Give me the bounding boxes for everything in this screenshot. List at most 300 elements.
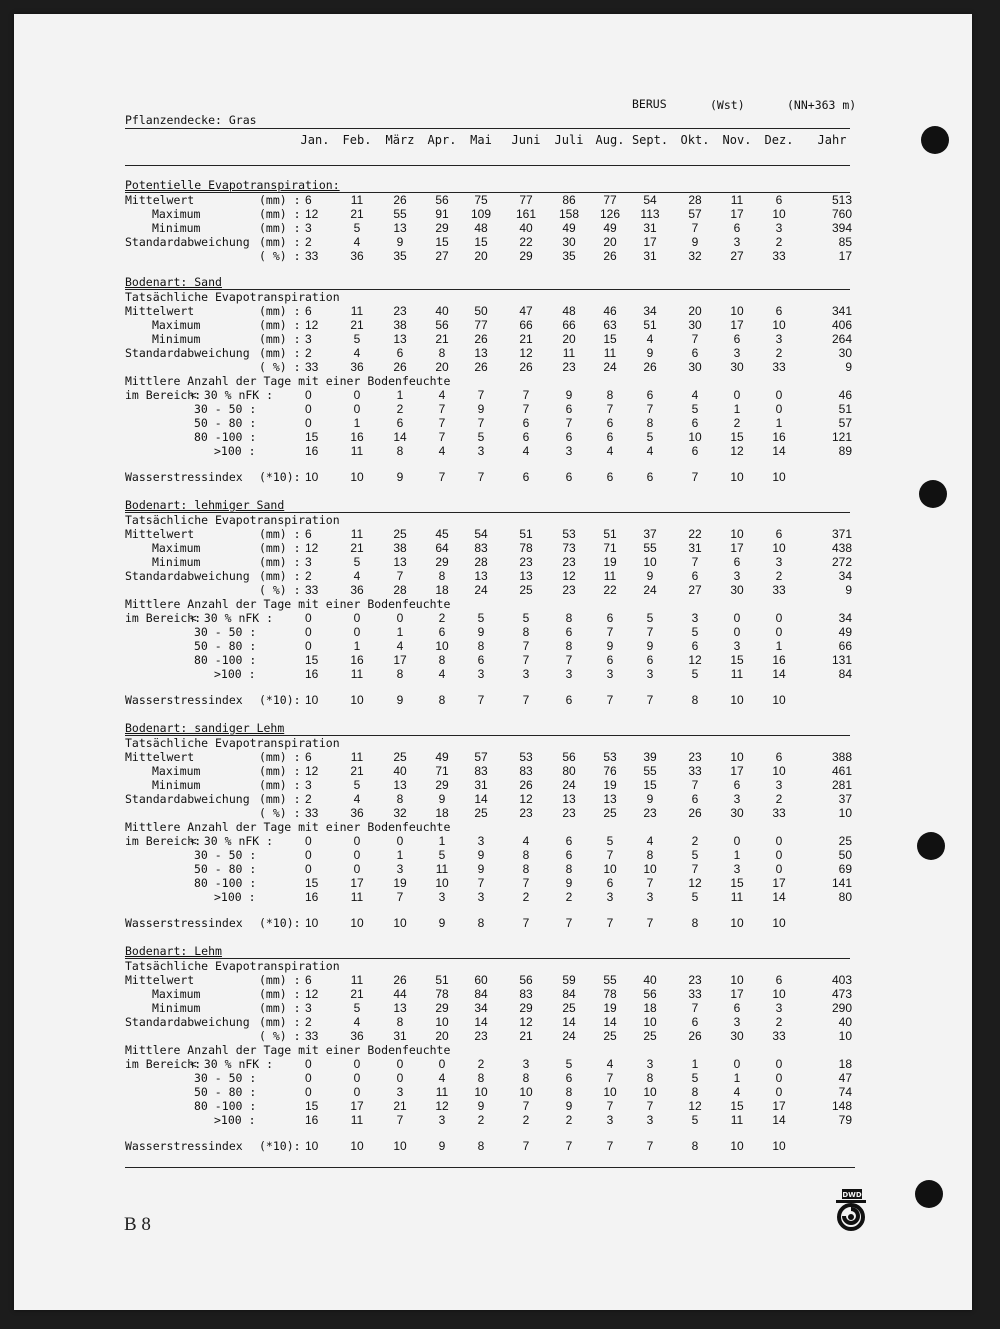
row-unit: (mm) : <box>259 332 301 346</box>
value-cell: 13 <box>393 1001 407 1015</box>
value-cell: 264 <box>831 332 852 346</box>
value-cell: 6 <box>691 444 699 458</box>
value-cell: 6 <box>775 750 783 764</box>
value-cell: 56 <box>435 318 449 332</box>
value-cell: 0 <box>353 1085 361 1099</box>
moisture-row <box>0 890 1000 904</box>
value-cell: 15 <box>305 430 319 444</box>
value-cell: 4 <box>353 569 361 583</box>
row-label: Mittelwert <box>125 973 195 987</box>
value-cell: 57 <box>688 207 702 221</box>
row-unit: (mm) : <box>259 221 301 235</box>
range-prefix: im Bereich: <box>125 388 202 402</box>
stress-cell: 8 <box>438 693 446 707</box>
column-header-12: Dez. <box>764 133 794 147</box>
value-cell: 1 <box>775 416 783 430</box>
value-cell: 39 <box>643 750 657 764</box>
value-cell: 5 <box>353 332 361 346</box>
et-row <box>0 221 1000 235</box>
value-cell: 32 <box>393 806 407 820</box>
value-cell: 79 <box>838 1113 852 1127</box>
value-cell: 4 <box>438 388 446 402</box>
value-cell: 0 <box>353 388 361 402</box>
value-cell: 18 <box>435 806 449 820</box>
value-cell: 31 <box>688 541 702 555</box>
value-cell: 27 <box>435 249 449 263</box>
value-cell: 0 <box>353 1057 361 1071</box>
value-cell: 3 <box>305 1001 312 1015</box>
value-cell: 6 <box>691 1015 699 1029</box>
value-cell: 27 <box>730 249 744 263</box>
moisture-row <box>0 625 1000 639</box>
value-cell: 13 <box>393 332 407 346</box>
moisture-row <box>0 1057 1000 1071</box>
value-cell: 403 <box>831 973 852 987</box>
value-cell: 2 <box>691 834 699 848</box>
value-cell: 9 <box>565 876 573 890</box>
value-cell: 29 <box>435 778 449 792</box>
value-cell: 9 <box>845 583 852 597</box>
value-cell: 6 <box>606 876 614 890</box>
value-cell: 1 <box>396 848 404 862</box>
stress-row <box>0 693 1000 707</box>
value-cell: 17 <box>730 764 744 778</box>
value-cell: 83 <box>474 541 488 555</box>
value-cell: 0 <box>305 611 312 625</box>
value-cell: 12 <box>305 541 319 555</box>
value-cell: 26 <box>393 193 407 207</box>
value-cell: 6 <box>565 834 573 848</box>
value-cell: 71 <box>435 764 449 778</box>
row-label: Mittelwert <box>125 193 195 207</box>
value-cell: 394 <box>831 221 852 235</box>
stress-cell: 6 <box>565 693 573 707</box>
station-type: (Wst) <box>710 98 745 112</box>
value-cell: 6 <box>396 346 404 360</box>
value-cell: 8 <box>522 848 530 862</box>
value-cell: 36 <box>350 249 364 263</box>
value-cell: 64 <box>435 541 449 555</box>
value-cell: 9 <box>646 569 654 583</box>
value-cell: 7 <box>522 388 530 402</box>
value-cell: 86 <box>562 193 576 207</box>
stress-cell: 8 <box>691 693 699 707</box>
value-cell: 5 <box>353 778 361 792</box>
value-cell: 23 <box>688 973 702 987</box>
value-cell: 10 <box>435 1015 449 1029</box>
value-cell: 281 <box>831 778 852 792</box>
row-unit: (mm) : <box>259 792 301 806</box>
value-cell: 10 <box>643 1085 657 1099</box>
punch-hole <box>919 480 947 508</box>
value-cell: 20 <box>603 235 617 249</box>
value-cell: 54 <box>474 527 488 541</box>
value-cell: 0 <box>353 611 361 625</box>
value-cell: 461 <box>831 764 852 778</box>
range-label: 80 -100 : <box>194 1099 257 1113</box>
value-cell: 26 <box>643 360 657 374</box>
stress-cell: 9 <box>396 470 404 484</box>
value-cell: 6 <box>691 416 699 430</box>
value-cell: 13 <box>562 792 576 806</box>
value-cell: 9 <box>477 1099 485 1113</box>
value-cell: 0 <box>775 848 783 862</box>
value-cell: 9 <box>477 625 485 639</box>
value-cell: 33 <box>772 249 786 263</box>
value-cell: 8 <box>646 1071 654 1085</box>
value-cell: 21 <box>350 764 364 778</box>
range-label: 50 - 80 : <box>194 639 257 653</box>
value-cell: 7 <box>396 1113 404 1127</box>
value-cell: 8 <box>438 569 446 583</box>
value-cell: 8 <box>565 611 573 625</box>
value-cell: 40 <box>838 1015 852 1029</box>
header-rule-bottom <box>125 165 850 166</box>
value-cell: 15 <box>603 332 617 346</box>
value-cell: 16 <box>305 444 319 458</box>
value-cell: 19 <box>603 1001 617 1015</box>
value-cell: 2 <box>733 416 741 430</box>
value-cell: 17 <box>350 1099 364 1113</box>
value-cell: 3 <box>565 667 573 681</box>
value-cell: 25 <box>603 1029 617 1043</box>
moisture-row <box>0 1099 1000 1113</box>
value-cell: 16 <box>772 653 786 667</box>
value-cell: 290 <box>831 1001 852 1015</box>
value-cell: 6 <box>606 416 614 430</box>
value-cell: 8 <box>396 444 404 458</box>
value-cell: 0 <box>353 1071 361 1085</box>
value-cell: 10 <box>519 1085 533 1099</box>
value-cell: 7 <box>646 625 654 639</box>
value-cell: 76 <box>603 764 617 778</box>
value-cell: 0 <box>775 402 783 416</box>
value-cell: 30 <box>838 346 852 360</box>
value-cell: 36 <box>350 806 364 820</box>
row-unit: (mm) : <box>259 235 301 249</box>
value-cell: 4 <box>353 346 361 360</box>
value-cell: 23 <box>562 555 576 569</box>
range-label: < 30 % nFK : <box>190 611 274 625</box>
value-cell: 0 <box>733 834 741 848</box>
value-cell: 3 <box>733 235 741 249</box>
value-cell: 10 <box>643 862 657 876</box>
value-cell: 0 <box>305 848 312 862</box>
value-cell: 0 <box>305 1085 312 1099</box>
value-cell: 10 <box>838 806 852 820</box>
value-cell: 34 <box>838 569 852 583</box>
value-cell: 2 <box>438 611 446 625</box>
et-row <box>0 346 1000 360</box>
moisture-row <box>0 1113 1000 1127</box>
value-cell: 21 <box>350 987 364 1001</box>
moisture-row <box>0 876 1000 890</box>
value-cell: 29 <box>519 1001 533 1015</box>
value-cell: 53 <box>519 750 533 764</box>
value-cell: 3 <box>477 667 485 681</box>
value-cell: 12 <box>519 1015 533 1029</box>
value-cell: 33 <box>305 806 319 820</box>
station-name: BERUS <box>632 97 667 111</box>
value-cell: 23 <box>562 583 576 597</box>
value-cell: 37 <box>838 792 852 806</box>
value-cell: 15 <box>435 235 449 249</box>
value-cell: 6 <box>305 193 312 207</box>
row-label: Minimum <box>152 332 201 346</box>
value-cell: 33 <box>305 583 319 597</box>
value-cell: 30 <box>688 360 702 374</box>
value-cell: 14 <box>393 430 407 444</box>
svg-text:DWD: DWD <box>842 1191 862 1199</box>
value-cell: 10 <box>730 750 744 764</box>
value-cell: 513 <box>831 193 852 207</box>
value-cell: 24 <box>562 1029 576 1043</box>
value-cell: 56 <box>519 973 533 987</box>
value-cell: 15 <box>305 876 319 890</box>
value-cell: 148 <box>831 1099 852 1113</box>
value-cell: 7 <box>691 1001 699 1015</box>
value-cell: 89 <box>838 444 852 458</box>
value-cell: 25 <box>519 583 533 597</box>
value-cell: 6 <box>565 430 573 444</box>
value-cell: 16 <box>305 1113 319 1127</box>
value-cell: 11 <box>730 890 744 904</box>
value-cell: 19 <box>603 778 617 792</box>
value-cell: 17 <box>838 249 852 263</box>
stress-cell: 8 <box>477 1139 485 1153</box>
value-cell: 59 <box>562 973 576 987</box>
value-cell: 33 <box>688 987 702 1001</box>
value-cell: 55 <box>603 973 617 987</box>
value-cell: 10 <box>474 1085 488 1099</box>
value-cell: 4 <box>438 444 446 458</box>
column-header-1: Jan. <box>300 133 330 147</box>
value-cell: 25 <box>393 750 407 764</box>
moisture-row <box>0 611 1000 625</box>
value-cell: 17 <box>393 653 407 667</box>
value-cell: 15 <box>730 430 744 444</box>
et-row <box>0 778 1000 792</box>
value-cell: 12 <box>688 1099 702 1113</box>
value-cell: 14 <box>603 1015 617 1029</box>
value-cell: 83 <box>519 987 533 1001</box>
row-label: Standardabweichung <box>125 569 250 583</box>
value-cell: 29 <box>435 1001 449 1015</box>
value-cell: 37 <box>643 527 657 541</box>
stress-cell: 10 <box>305 693 319 707</box>
value-cell: 25 <box>474 806 488 820</box>
stress-cell: 10 <box>350 693 364 707</box>
value-cell: 54 <box>643 193 657 207</box>
value-cell: 0 <box>733 1057 741 1071</box>
value-cell: 158 <box>558 207 580 221</box>
et-row <box>0 207 1000 221</box>
value-cell: 36 <box>350 583 364 597</box>
value-cell: 3 <box>438 890 446 904</box>
row-unit: (mm) : <box>259 764 301 778</box>
value-cell: 29 <box>435 221 449 235</box>
days-title: Mittlere Anzahl der Tage mit einer Bodenfeuchte <box>125 820 451 834</box>
value-cell: 12 <box>305 987 319 1001</box>
value-cell: 84 <box>838 667 852 681</box>
value-cell: 21 <box>435 332 449 346</box>
days-title: Mittlere Anzahl der Tage mit einer Bodenfeuchte <box>125 597 451 611</box>
value-cell: 1 <box>733 848 741 862</box>
value-cell: 1 <box>733 1071 741 1085</box>
actual-et-title: Tatsächliche Evapotranspiration <box>125 513 340 527</box>
value-cell: 6 <box>522 430 530 444</box>
et-row <box>0 764 1000 778</box>
column-header-4: Apr. <box>427 133 457 147</box>
value-cell: 51 <box>519 527 533 541</box>
value-cell: 3 <box>606 890 614 904</box>
stress-cell: 10 <box>305 916 319 930</box>
value-cell: 11 <box>350 444 364 458</box>
value-cell: 2 <box>477 1057 485 1071</box>
stress-label: Wasserstressindex <box>125 1139 243 1153</box>
stress-cell: 7 <box>606 916 614 930</box>
stress-cell: 10 <box>305 1139 319 1153</box>
et-row <box>0 541 1000 555</box>
row-label: Minimum <box>152 778 201 792</box>
value-cell: 20 <box>562 332 576 346</box>
range-label: 50 - 80 : <box>194 416 257 430</box>
stress-cell: 10 <box>730 916 744 930</box>
value-cell: 21 <box>519 332 533 346</box>
value-cell: 7 <box>438 402 446 416</box>
range-prefix: im Bereich: <box>125 1057 202 1071</box>
et-row <box>0 304 1000 318</box>
value-cell: 38 <box>393 541 407 555</box>
value-cell: 0 <box>733 388 741 402</box>
value-cell: 11 <box>562 346 576 360</box>
actual-et-title: Tatsächliche Evapotranspiration <box>125 959 340 973</box>
value-cell: 8 <box>565 862 573 876</box>
value-cell: 9 <box>691 235 699 249</box>
et-row <box>0 360 1000 374</box>
value-cell: 18 <box>435 583 449 597</box>
value-cell: 77 <box>474 318 488 332</box>
value-cell: 2 <box>522 1113 530 1127</box>
value-cell: 21 <box>350 541 364 555</box>
column-header-5: Mai <box>470 133 492 147</box>
value-cell: 24 <box>474 583 488 597</box>
value-cell: 2 <box>305 569 312 583</box>
value-cell: 9 <box>396 235 404 249</box>
dwd-logo <box>830 1187 872 1233</box>
range-label: < 30 % nFK : <box>190 834 274 848</box>
stress-cell: 9 <box>438 1139 446 1153</box>
value-cell: 20 <box>474 249 488 263</box>
value-cell: 23 <box>562 806 576 820</box>
stress-label: Wasserstressindex <box>125 470 243 484</box>
range-label: 30 - 50 : <box>194 625 257 639</box>
value-cell: 3 <box>305 332 312 346</box>
value-cell: 25 <box>603 806 617 820</box>
soil-section-title: Bodenart: lehmiger Sand <box>125 498 285 512</box>
value-cell: 6 <box>733 332 741 346</box>
value-cell: 2 <box>775 346 783 360</box>
value-cell: 13 <box>474 569 488 583</box>
value-cell: 10 <box>838 1029 852 1043</box>
value-cell: 30 <box>730 1029 744 1043</box>
value-cell: 10 <box>435 876 449 890</box>
value-cell: 13 <box>603 792 617 806</box>
value-cell: 6 <box>733 778 741 792</box>
value-cell: 9 <box>477 848 485 862</box>
value-cell: 3 <box>646 667 654 681</box>
range-prefix: im Bereich: <box>125 611 202 625</box>
moisture-row <box>0 639 1000 653</box>
value-cell: 78 <box>435 987 449 1001</box>
stress-cell: 8 <box>691 916 699 930</box>
value-cell: 13 <box>474 346 488 360</box>
value-cell: 83 <box>519 764 533 778</box>
value-cell: 2 <box>775 569 783 583</box>
value-cell: 1 <box>396 388 404 402</box>
value-cell: 2 <box>305 792 312 806</box>
value-cell: 31 <box>474 778 488 792</box>
value-cell: 29 <box>519 249 533 263</box>
column-header-10: Okt. <box>680 133 710 147</box>
value-cell: 34 <box>474 1001 488 1015</box>
value-cell: 6 <box>565 625 573 639</box>
value-cell: 11 <box>350 1113 364 1127</box>
value-cell: 3 <box>477 444 485 458</box>
value-cell: 1 <box>733 402 741 416</box>
value-cell: 2 <box>305 346 312 360</box>
value-cell: 7 <box>522 1099 530 1113</box>
value-cell: 9 <box>477 862 485 876</box>
value-cell: 20 <box>688 304 702 318</box>
value-cell: 10 <box>603 862 617 876</box>
value-cell: 161 <box>515 207 537 221</box>
value-cell: 56 <box>435 193 449 207</box>
value-cell: 26 <box>474 360 488 374</box>
row-unit: (mm) : <box>259 318 301 332</box>
value-cell: 11 <box>350 193 364 207</box>
value-cell: 8 <box>522 625 530 639</box>
value-cell: 69 <box>838 862 852 876</box>
value-cell: 2 <box>775 792 783 806</box>
value-cell: 17 <box>730 987 744 1001</box>
value-cell: 15 <box>305 1099 319 1113</box>
value-cell: 6 <box>565 1071 573 1085</box>
value-cell: 6 <box>438 625 446 639</box>
range-label: < 30 % nFK : <box>190 388 274 402</box>
value-cell: 24 <box>603 360 617 374</box>
stress-cell: 7 <box>565 916 573 930</box>
value-cell: 0 <box>353 862 361 876</box>
value-cell: 12 <box>519 346 533 360</box>
value-cell: 8 <box>522 1071 530 1085</box>
value-cell: 371 <box>831 527 852 541</box>
value-cell: 33 <box>772 360 786 374</box>
value-cell: 12 <box>305 764 319 778</box>
stress-cell: 7 <box>646 693 654 707</box>
value-cell: 0 <box>396 834 404 848</box>
moisture-row <box>0 402 1000 416</box>
value-cell: 7 <box>606 1071 614 1085</box>
value-cell: 26 <box>519 360 533 374</box>
value-cell: 11 <box>603 346 617 360</box>
value-cell: 6 <box>691 569 699 583</box>
value-cell: 7 <box>477 876 485 890</box>
value-cell: 40 <box>393 764 407 778</box>
value-cell: 5 <box>477 430 485 444</box>
value-cell: 8 <box>477 1071 485 1085</box>
row-unit: ( %) : <box>259 583 301 597</box>
